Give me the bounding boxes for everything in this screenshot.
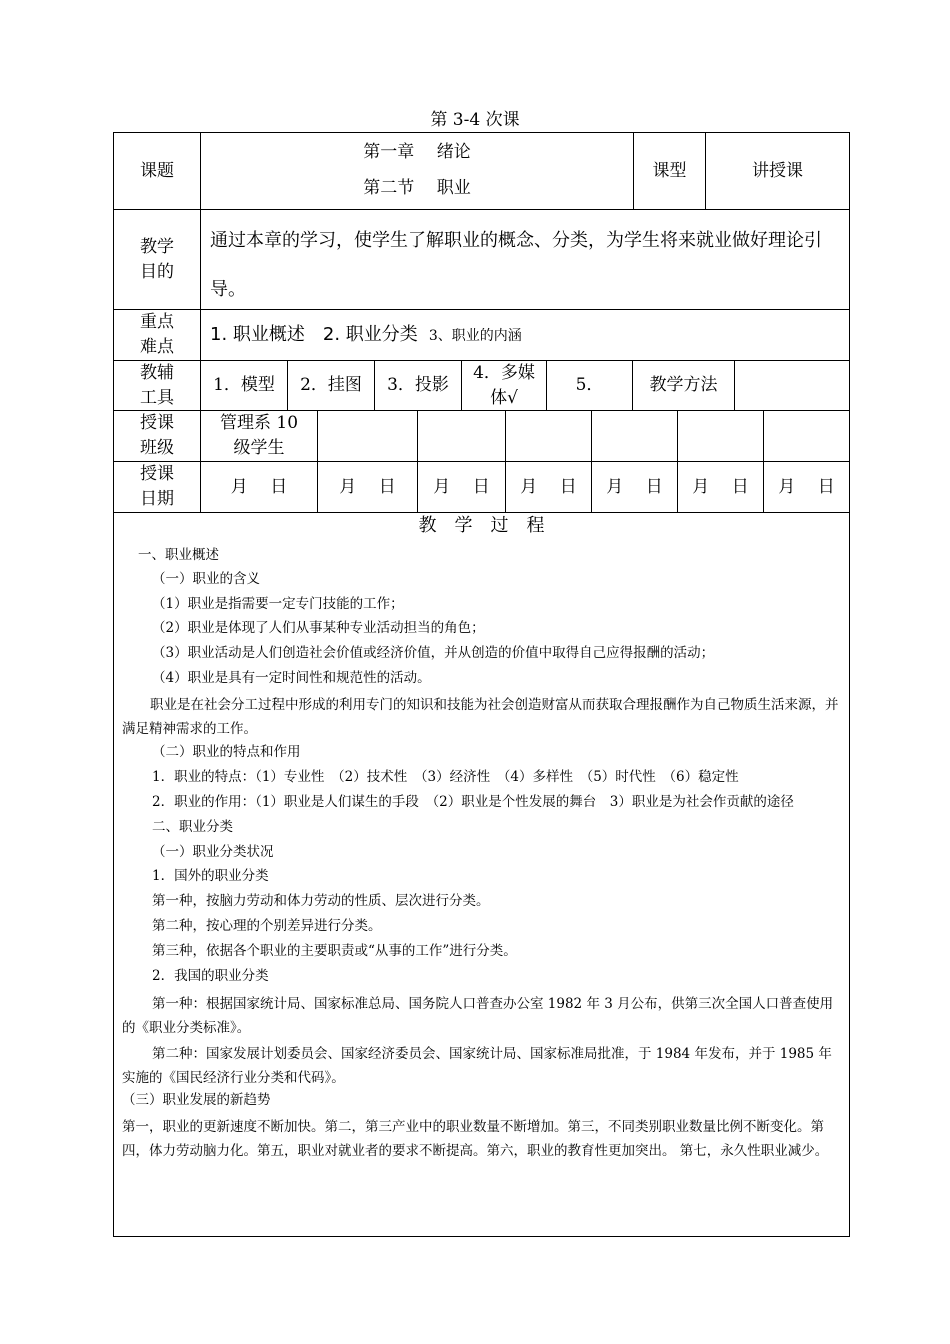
date-cell-text: 月 日 [230, 476, 288, 497]
process-title: 教 学 过 程 [418, 515, 545, 536]
keypoints-main: 1. 职业概述 2. 职业分类 [210, 324, 418, 345]
process-line: 第一，职业的更新速度不断加快。第二，第三产业中的职业数量不断增加。第三，不同类别职业数量比例不断变化。第四，体力劳动脑力化。第五，职业对就业者的要求不断提高。第六，职业的教育性更加突出。 第七，永久性职业减少。 [122, 1119, 829, 1159]
process-line: 2．职业的作用：（1）职业是人们谋生的手段 （2）职业是个性发展的舞台 3）职业是为社会作贡献的途径 [152, 794, 794, 810]
class-value-text: 管理系 10 级学生 [219, 413, 299, 458]
keypoints-label-2: 难点 [140, 337, 174, 357]
teaching-method-label [633, 361, 734, 410]
process-line: 2．我国的职业分类 [152, 968, 269, 984]
process-line: 第二种：国家发展计划委员会、国家经济委员会、国家统计局、国家标准局批准，于 1984 年发布，并于 1985 年实施的《国民经济行业分类和代码》。 [122, 1046, 832, 1086]
tool-item [288, 361, 374, 410]
process-line: （1）职业是指需要一定专门技能的工作； [152, 596, 404, 612]
type-value [706, 133, 849, 209]
date-cell [418, 462, 505, 512]
process-line: 二、职业分类 [152, 819, 233, 835]
process-line: （2）职业是体现了人们从事某种专业活动担当的角色； [152, 620, 485, 636]
process-line: 第三种，依据各个职业的主要职责或“从事的工作”进行分类。 [152, 943, 517, 959]
process-line: （三）职业发展的新趋势 [122, 1092, 271, 1108]
tool-item-text: 3．投影 [387, 375, 449, 395]
tool-item [201, 361, 287, 410]
topic-label [114, 133, 200, 209]
keypoints-label-1: 重点 [140, 312, 174, 332]
purpose-label [114, 210, 200, 309]
process-line: （4）职业是具有一定时间性和规范性的活动。 [152, 670, 431, 686]
date-cell-text: 月 日 [339, 476, 396, 497]
process-line: 1．国外的职业分类 [152, 868, 269, 884]
tool-item-text: 2．挂图 [300, 375, 362, 395]
page-title: 第 3-4 次课 [430, 110, 520, 130]
tool-item [547, 361, 632, 410]
date-cell [201, 462, 317, 512]
tool-item [462, 361, 546, 410]
type-label-text: 课型 [652, 160, 687, 181]
date-cell [592, 462, 677, 512]
date-cell [764, 462, 849, 512]
purpose-label-2: 目的 [140, 261, 174, 282]
tool-item-text: 5． [575, 375, 604, 395]
purpose-label-1: 教学 [140, 236, 174, 257]
purpose-text: 通过本章的学习，使学生了解职业的概念、分类，为学生将来就业做好理论引导。 [210, 230, 822, 300]
topic-line2: 第二节 职业 [363, 178, 471, 198]
date-cell-text: 月 日 [520, 476, 577, 497]
keypoints-text [210, 320, 842, 346]
tool-item [375, 361, 461, 410]
keypoints-label [114, 310, 200, 360]
type-label [634, 133, 705, 209]
tool-item-text: 1．模型 [213, 375, 275, 395]
class-label-1: 授课 [140, 413, 174, 433]
tools-label [114, 361, 200, 410]
process-line: （二）职业的特点和作用 [152, 744, 301, 760]
process-line: 第一种：根据国家统计局、国家标准总局、国务院人口普查办公室 1982 年 3 月公布，供第三次全国人口普查使用的《职业分类标准》。 [122, 996, 834, 1036]
date-label-1: 授课 [140, 464, 174, 484]
date-cell-text: 月 日 [692, 476, 749, 497]
process-line: （3）职业活动是人们创造社会价值或经济价值，并从创造的价值中取得自己应得报酬的活动； [152, 645, 715, 661]
tool-item-text: 4．多媒体√ [473, 362, 535, 408]
class-label [114, 411, 200, 461]
process-line: 一、职业概述 [138, 547, 219, 563]
keypoints-extra: 3、职业的内涵 [428, 328, 522, 344]
class-value [201, 411, 317, 461]
tools-label-1: 教辅 [140, 362, 174, 383]
process-line: （一）职业分类状况 [152, 844, 274, 860]
topic-line1: 第一章 绪论 [363, 142, 471, 162]
date-cell [678, 462, 763, 512]
class-label-2: 班级 [140, 438, 174, 458]
date-label [114, 462, 200, 512]
process-line: 第一种，按脑力劳动和体力劳动的性质、层次进行分类。 [152, 893, 490, 909]
date-cell [506, 462, 591, 512]
process-line: 1．职业的特点：（1）专业性 （2）技术性 （3）经济性 （4）多样性 （5）时代性 （6）稳定性 [152, 769, 739, 785]
process-line: （一）职业的含义 [152, 571, 260, 587]
topic-label-text: 课题 [140, 160, 174, 181]
date-cell-text: 月 日 [606, 476, 663, 497]
date-cell-text: 月 日 [433, 476, 490, 497]
date-cell [318, 462, 417, 512]
process-line: 职业是在社会分工过程中形成的利用专门的知识和技能为社会创造财富从而获取合理报酬作为自己物质生活来源，并满足精神需求的工作。 [122, 697, 839, 737]
process-line: 第二种，按心理的个别差异进行分类。 [152, 918, 382, 934]
tools-label-2: 工具 [140, 387, 174, 408]
date-label-2: 日期 [140, 489, 174, 509]
type-value-text: 讲授课 [752, 160, 803, 181]
date-cell-text: 月 日 [778, 476, 835, 497]
teaching-method-text: 教学方法 [649, 375, 718, 395]
